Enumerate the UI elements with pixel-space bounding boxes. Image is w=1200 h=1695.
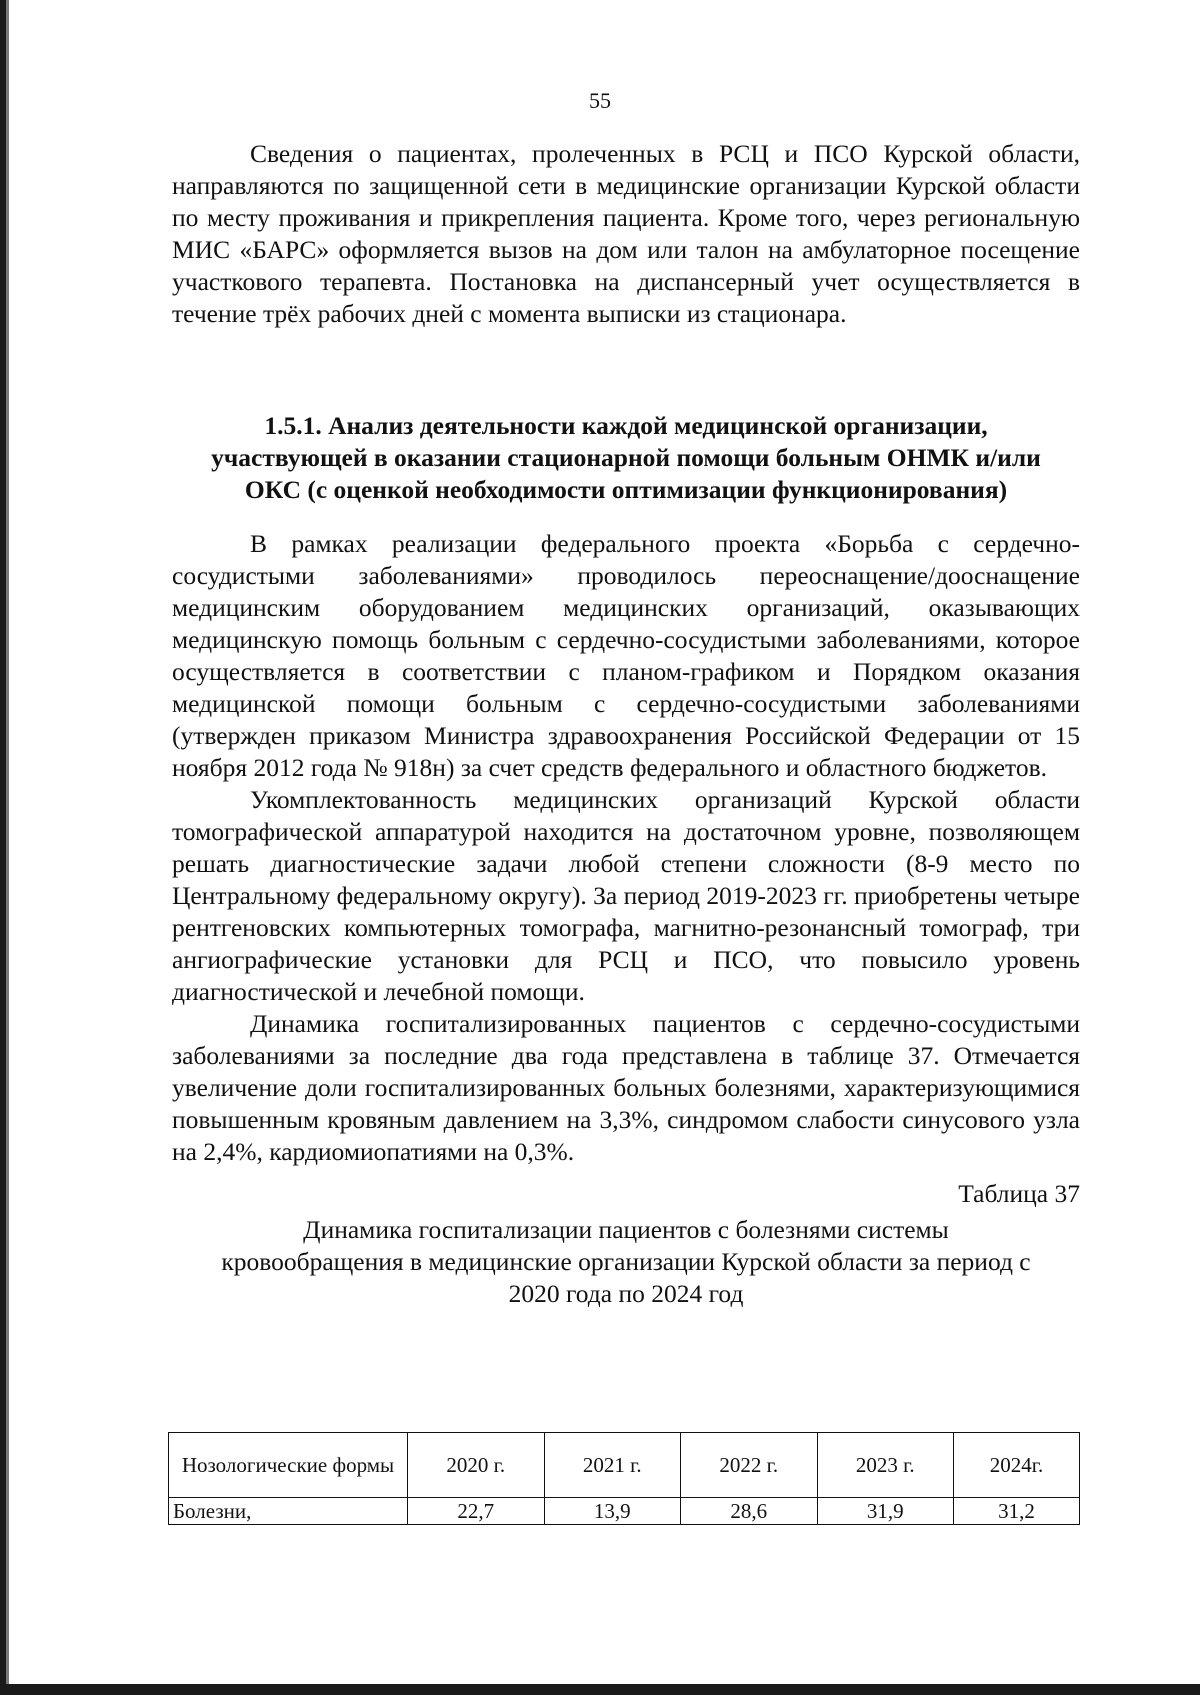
- header-2021: 2021 г.: [544, 1433, 681, 1498]
- table-label: Таблица 37: [958, 1179, 1080, 1208]
- header-2023: 2023 г.: [817, 1433, 954, 1498]
- scan-edge-shadow: [6, 0, 9, 1695]
- cell-2023: 31,9: [817, 1498, 954, 1525]
- paragraph-federal-project: В рамках реализации федерального проекта «Борьба с сердечно-сосудистыми заболеваниями» проводилось переоснащение/дооснащение медицинским оборудованием медицинских организаций, оказывающих медицинскую помощь больным с сердечно-сосудистыми заболеваниями, которое осуществляется в соответствии с планом-графиком и Порядком оказания медицинской помощи больным с сердечно-сосудистыми заболеваниями (утвержден приказом Министра здравоохранения Российской Федерации от 15 ноября 2012 года № 918н) за счет средств федерального и областного бюджетов.: [172, 529, 1080, 782]
- header-2024: 2024г.: [954, 1433, 1080, 1498]
- header-2020: 2020 г.: [408, 1433, 545, 1498]
- paragraph-hospitalization-dynamics: Динамика госпитализированных пациентов с сердечно-сосудистыми заболеваниями за последние два года представлена в таблице 37. Отмечается увеличение доли госпитализированных больных болезнями, характеризующимися повышенным кровяным давлением на 3,3%, синдромом слабости синусового узла на 2,4%, кардиомиопатиями на 0,3%.: [172, 1009, 1080, 1166]
- row-label: Болезни,: [169, 1498, 408, 1525]
- cell-2022: 28,6: [681, 1498, 818, 1525]
- header-nosological-forms: Нозологические формы: [169, 1433, 408, 1498]
- section-heading: 1.5.1. Анализ деятельности каждой медицинской организации, участвующей в оказании стационарной помощи больным ОНМК и/или ОКС (с оценкой необходимости оптимизации функционирования): [211, 411, 1041, 504]
- header-2022: 2022 г.: [681, 1433, 818, 1498]
- hospitalization-table: [168, 1432, 1080, 1525]
- cell-2021: 13,9: [544, 1498, 681, 1525]
- page-number: 55: [589, 88, 611, 113]
- scan-edge-bottom: [0, 1684, 1200, 1695]
- paragraph-patient-info: Сведения о пациентах, пролеченных в РСЦ и ПСО Курской области, направляются по защищенной сети в медицинские организации Курской области по месту проживания и прикрепления пациента. Кроме того, через региональную МИС «БАРС» оформляется вызов на дом или талон на амбулаторное посещение участкового терапевта. Постановка на диспансерный учет осуществляется в течение трёх рабочих дней с момента выписки из стационара.: [172, 139, 1080, 328]
- cell-2024: 31,2: [954, 1498, 1080, 1525]
- document-body: [172, 138, 1080, 1310]
- paragraph-tomography: Укомплектованность медицинских организаций Курской области томографической аппаратурой находится на достаточном уровне, позволяющем решать диагностические задачи любой степени сложности (8-9 место по Центральному федеральному округу). За период 2019-2023 гг. приобретены четыре рентгеновских компьютерных томографа, магнитно-резонансный томограф, три ангиографические установки для РСЦ и ПСО, что повысило уровень диагностической и лечебной помощи.: [172, 785, 1080, 1006]
- table-header-row: [169, 1433, 1080, 1498]
- table-title: Динамика госпитализации пациентов с болезнями системы кровообращения в медицинские организации Курской области за период с 2020 года по 2024 год: [221, 1215, 1031, 1308]
- cell-2020: 22,7: [408, 1498, 545, 1525]
- table-row: [169, 1498, 1080, 1525]
